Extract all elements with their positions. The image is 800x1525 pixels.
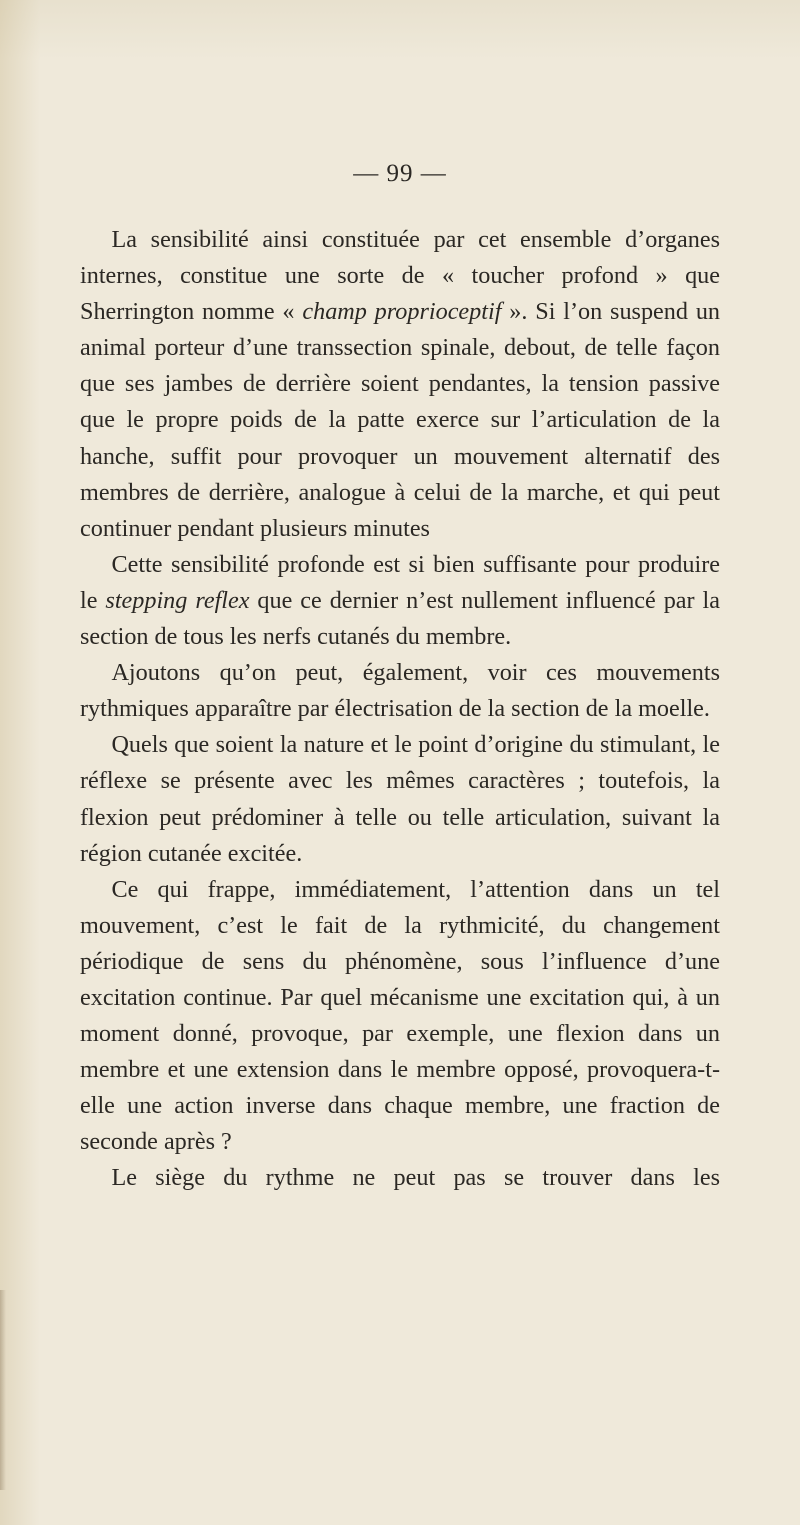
text-span: Ce qui frappe, immédiatement, l’attention dans un tel mouvement, c’est le fait de la rythmicité, du changement périodique de sens du phénomène, sous l’influence d’une excitation continue. Par quel mécanisme une excitation qui, à un moment donné, provoque, par exemple, une flexion dans un membre et une extension dans le membre opposé, provoquera-t-elle une action inverse dans chaque membre, une fraction de seconde après ? bbox=[80, 875, 720, 1156]
text-span: La sensibilité ainsi constituée par cet ensemble d’organes internes, constitue une sorte de « toucher profond » que Sherrington nomme « bbox=[80, 226, 720, 326]
paragraph-4 bbox=[80, 727, 720, 871]
text-span: ». Si l’on suspend un animal porteur d’une transsection spinale, debout, de telle façon que ses jambes de derrière soient pendantes, la tension passive que le propre poids de la patte exerce sur l’articulation de la hanche, suffit pour provoquer un mouvement alternatif des membres de derrière, analogue à celui de la marche, et qui peut continuer pendant plusieurs minutes bbox=[80, 298, 721, 542]
paragraph-1 bbox=[80, 222, 720, 547]
paragraph-2 bbox=[80, 547, 720, 655]
italic-term: champ proprioceptif bbox=[302, 298, 502, 326]
text-span: que ce dernier n’est nullement influencé par la section de tous les nerfs cutanés du membre. bbox=[80, 586, 720, 651]
page-edge-shadow bbox=[0, 1290, 6, 1490]
paragraph-6 bbox=[80, 1160, 720, 1196]
text-span: Ajoutons qu’on peut, également, voir ces mouvements rythmiques apparaître par électrisation de la section de la moelle. bbox=[80, 659, 720, 723]
page-number: — 99 — bbox=[353, 160, 447, 187]
text-span: Cette sensibilité profonde est si bien suffisante pour produire le bbox=[80, 550, 720, 614]
body-text bbox=[80, 222, 720, 1197]
text-span: Le siège du rythme ne peut pas se trouver dans les bbox=[111, 1164, 720, 1192]
text-span: Quels que soient la nature et le point d’origine du stimulant, le réflexe se présente avec les mêmes caractères ; toutefois, la flexion peut prédominer à telle ou telle articulation, suivant la région cutanée excitée. bbox=[80, 731, 720, 867]
italic-term: stepping reflex bbox=[105, 586, 250, 614]
paragraph-5 bbox=[80, 872, 720, 1161]
paragraph-3 bbox=[80, 655, 720, 727]
